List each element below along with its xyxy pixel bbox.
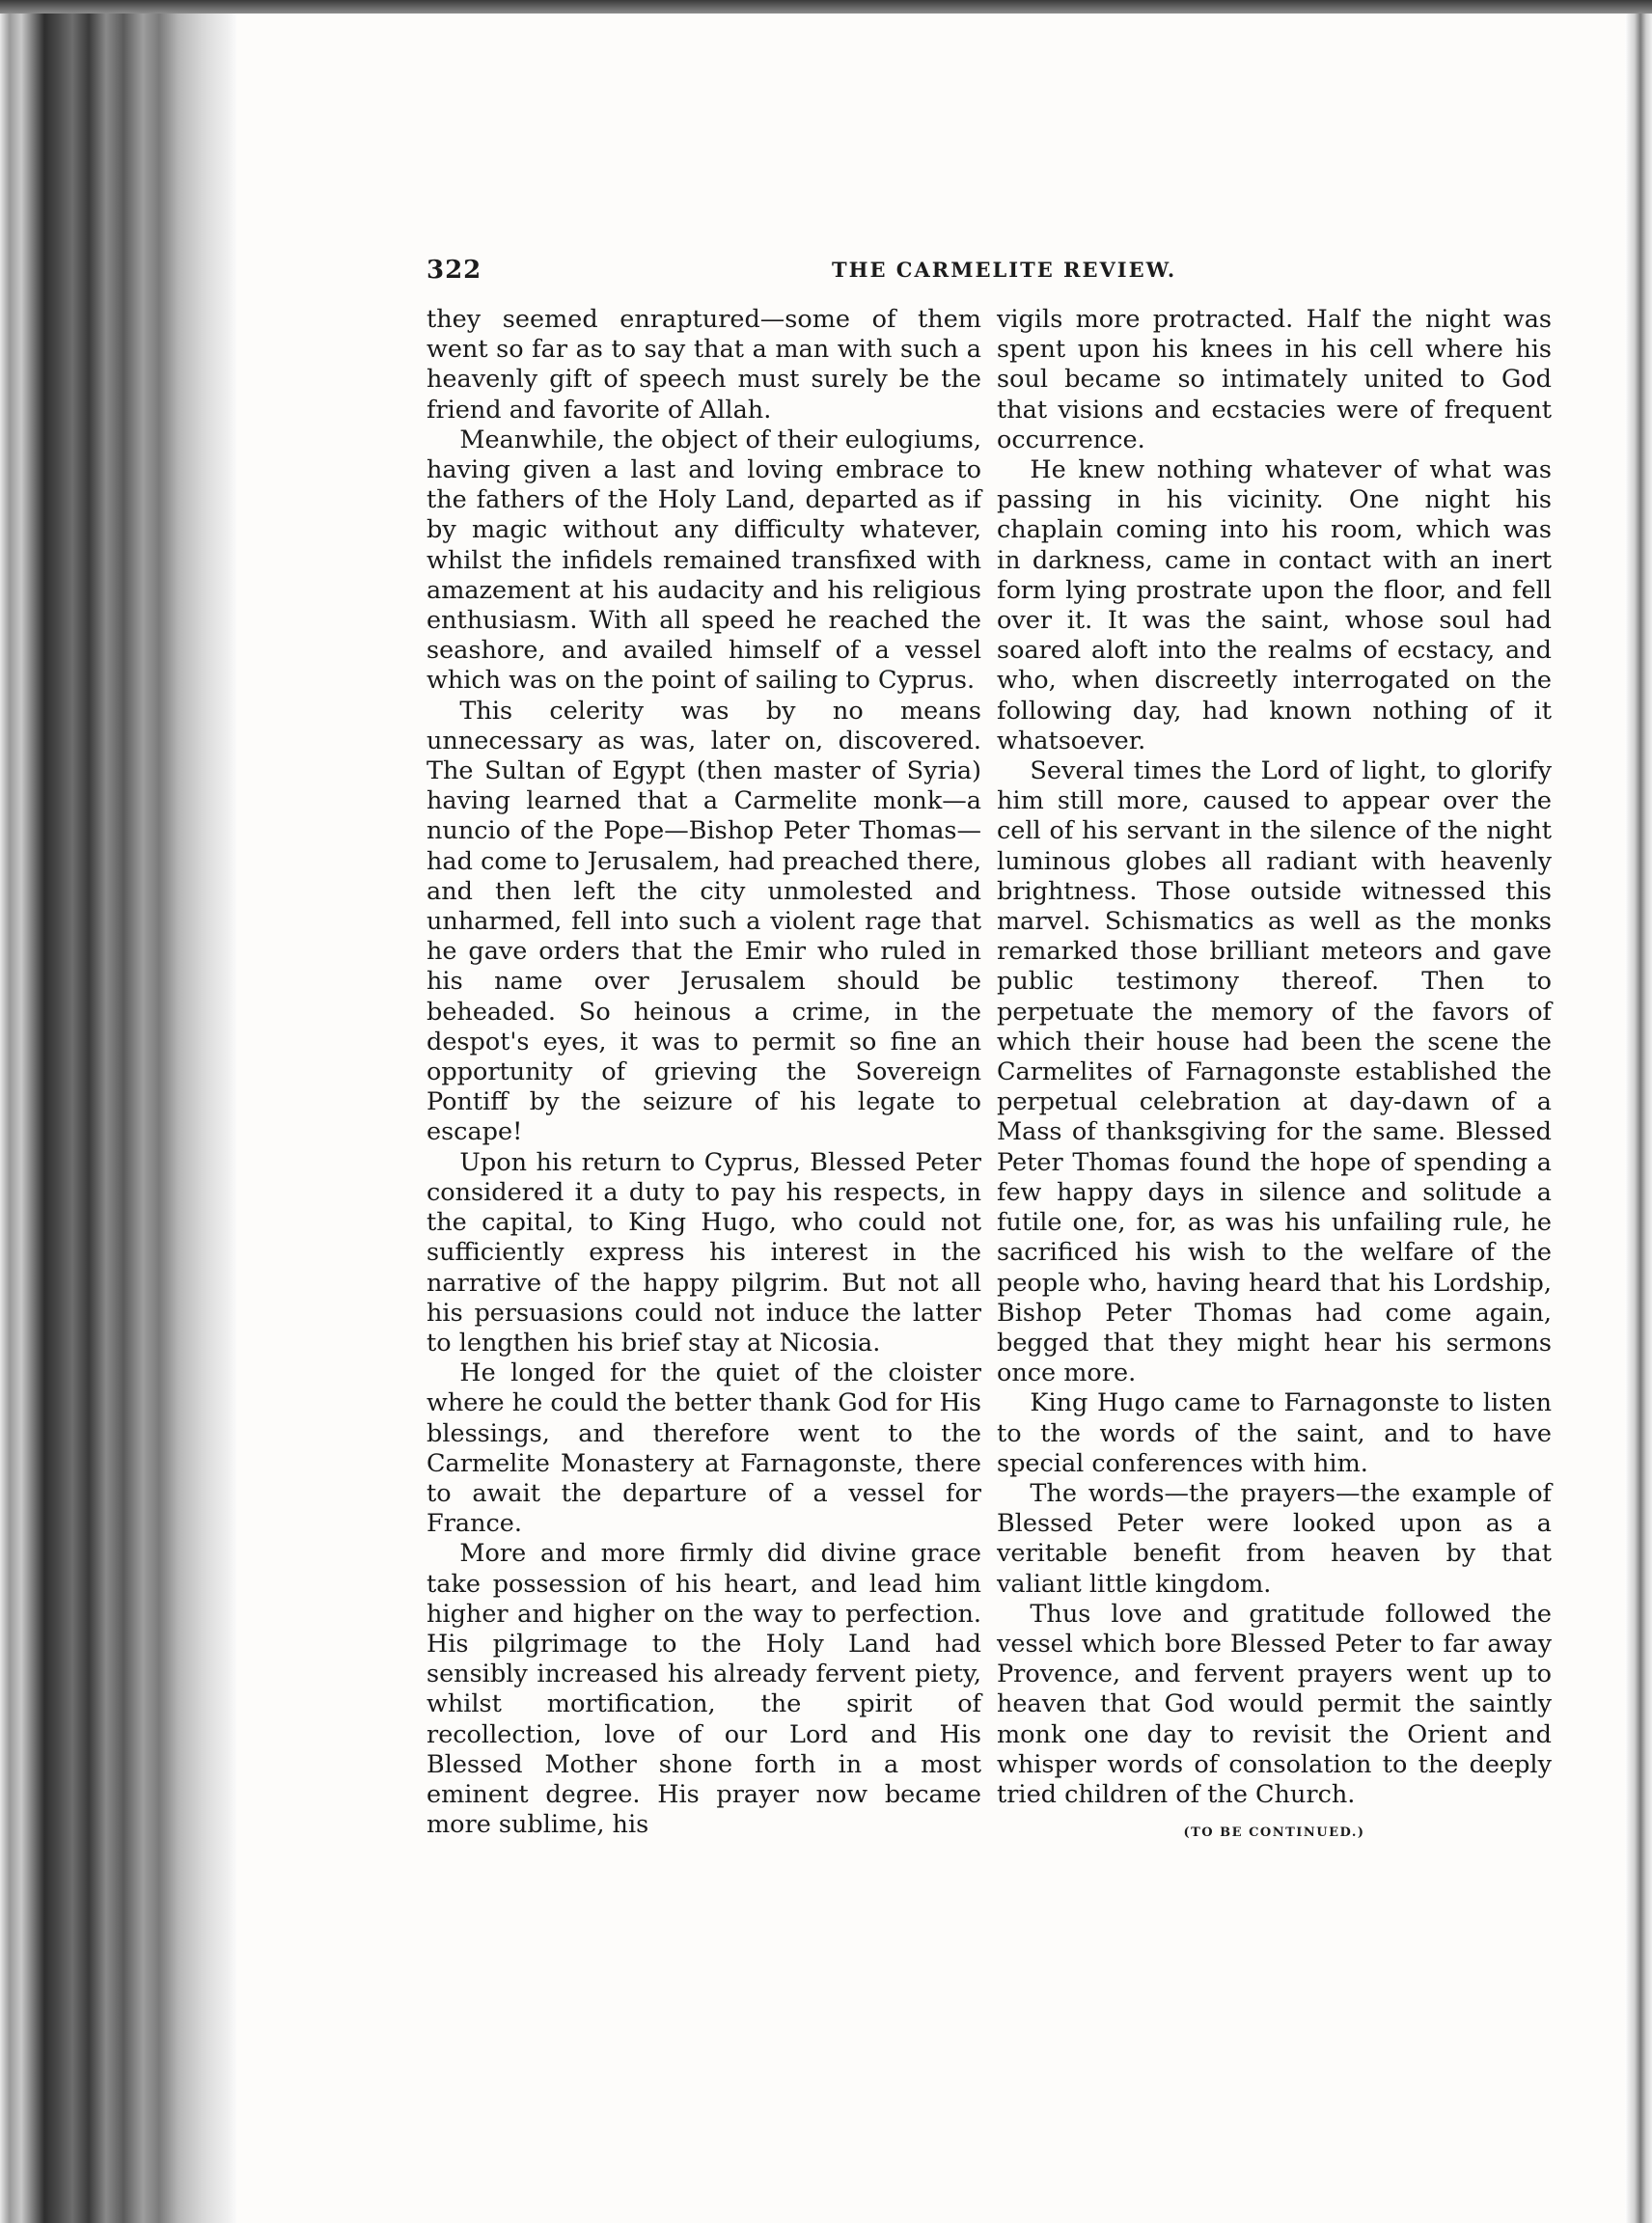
paragraph: they seemed enraptured—some of them went so far as to say that a man with such a heavenly gift of speech must surely be the friend and favorite of Allah. <box>427 305 981 425</box>
paragraph: He longed for the quiet of the cloister where he could the better thank God for His blessings, and therefore went to the Carmelite Monastery at Farnagonste, there to await the departure of a vessel for France. <box>427 1358 981 1539</box>
running-head <box>427 256 1623 290</box>
page-number: 322 <box>427 256 482 285</box>
book-page-edges <box>0 14 236 2223</box>
paragraph: King Hugo came to Farnagonste to listen to the words of the saint, and to have special conferences with him. <box>997 1388 1552 1478</box>
paragraph: More and more firmly did divine grace take possession of his heart, and lead him higher and higher on the way to perfection. His pilgrimage to the Holy Land had sensibly increased his already fervent piety, whilst mortification, the spirit of recollection, love of our Lord and His Blessed Mother shone forth in a most eminent degree. His prayer now became more sublime, his <box>427 1539 981 1840</box>
journal-title: THE CARMELITE REVIEW. <box>832 258 1177 282</box>
to-be-continued-note: (TO BE CONTINUED.) <box>1183 1825 1365 1841</box>
right-column <box>997 305 1552 1848</box>
paragraph: Upon his return to Cyprus, Blessed Peter considered it a duty to pay his respects, in the capital, to King Hugo, who could not sufficiently express his interest in the narrative of the happy pilgrim. But not all his persuasions could not induce the latter to lengthen his brief stay at Nicosia. <box>427 1147 981 1358</box>
paragraph: Meanwhile, the object of their eulogiums, having given a last and loving embrace to the fathers of the Holy Land, departed as if by magic without any difficulty whatever, whilst the infidels remained transfixed with amazement at his audacity and his religious enthusiasm. With all speed he reached the seashore, and availed himself of a vessel which was on the point of sailing to Cyprus. <box>427 425 981 696</box>
paragraph: He knew nothing whatever of what was passing in his vicinity. One night his chaplain coming into his room, which was in darkness, came in contact with an inert form lying prostrate upon the floor, and fell over it. It was the saint, whose soul had soared aloft into the realms of ecstacy, and who, when discreetly interrogated on the following day, had known nothing of it whatsoever. <box>997 455 1552 755</box>
paragraph: Several times the Lord of light, to glorify him still more, caused to appear over the cell of his servant in the silence of the night luminous globes all radiant with heavenly brightness. Those outside witnessed this marvel. Schismatics as well as the monks remarked those brilliant meteors and gave public testimony thereof. Then to perpetuate the memory of the favors of which their house had been the scene the Carmelites of Farnagonste established the perpetual celebration at day-dawn of a Mass of thanksgiving for the same. Blessed Peter Thomas found the hope of spending a few happy days in silence and solitude a futile one, for, as was his unfailing rule, he sacrificed his wish to the welfare of the people who, having heard that his Lordship, Bishop Peter Thomas had come again, begged that they might hear his sermons once more. <box>997 756 1552 1388</box>
paragraph: Thus love and gratitude followed the vessel which bore Blessed Peter to far away Provence, and fervent prayers went up to heaven that God would permit the saintly monk one day to revisit the Orient and whisper words of consolation to the deeply tried children of the Church. <box>997 1599 1552 1809</box>
left-column <box>427 305 981 1840</box>
paragraph: vigils more protracted. Half the night was spent upon his knees in his cell where his soul became so intimately united to God that visions and ecstacies were of frequent occurrence. <box>997 305 1552 454</box>
paragraph: This celerity was by no means unnecessary as was, later on, discovered. The Sultan of Egypt (then master of Syria) having learned that a Carmelite monk—a nuncio of the Pope—Bishop Peter Thomas—had come to Jerusalem, had preached there, and then left the city unmolested and unharmed, fell into such a violent rage that he gave orders that the Emir who ruled in his name over Jerusalem should be beheaded. So heinous a crime, in the despot's eyes, it was to permit so fine an opportunity of grieving the Sovereign Pontiff by the seizure of his legate to escape! <box>427 696 981 1147</box>
scan-top-shadow <box>0 0 1652 14</box>
book-right-edge <box>1625 14 1652 2223</box>
paragraph: The words—the prayers—the example of Blessed Peter were looked upon as a veritable benefit from heaven by that valiant little kingdom. <box>997 1478 1552 1599</box>
